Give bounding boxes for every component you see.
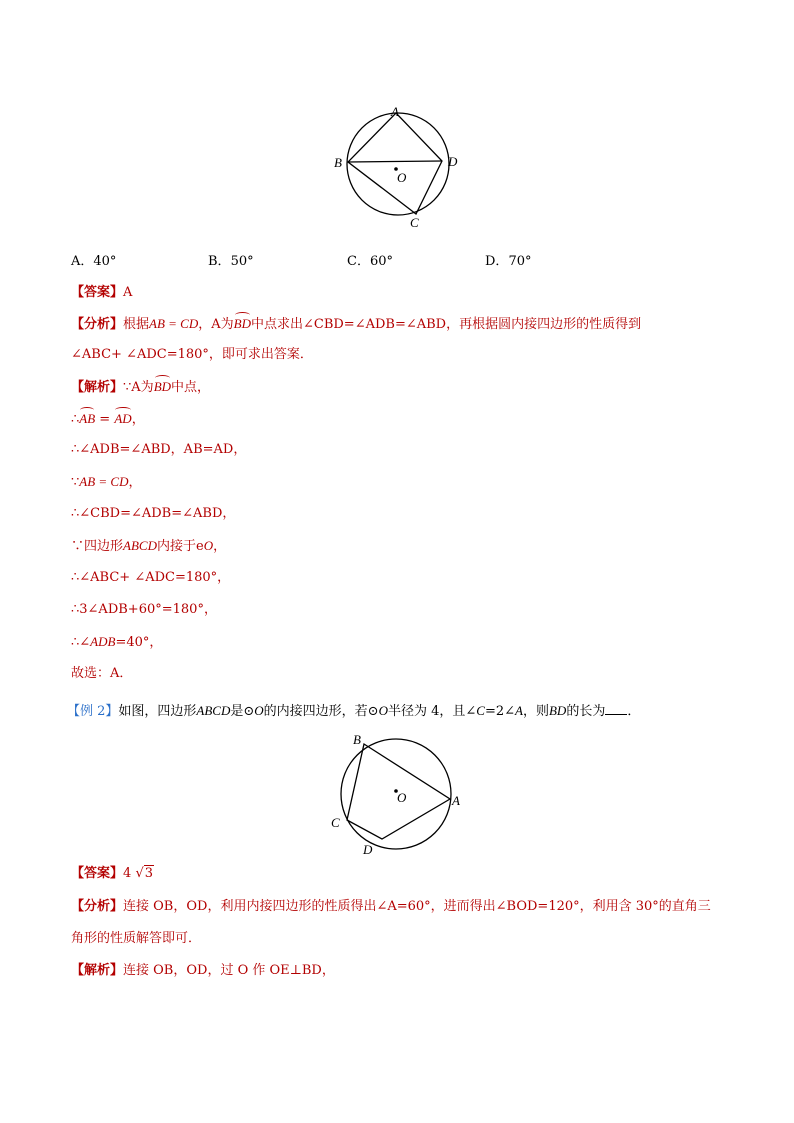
fig1-label-d: D bbox=[448, 154, 458, 169]
ex1-solution-line6: ∵四边形ABCD内接于eO， bbox=[71, 538, 227, 554]
ex1-solution-line4: ∵AB = CD， bbox=[71, 474, 142, 490]
fig2-label-d: D bbox=[363, 842, 373, 857]
ex2-answer: 【答案】4 √3 bbox=[71, 866, 154, 881]
ex1-analysis-line1: 【分析】根据AB = CD，A为BD中点求出∠CBD=∠ADB=∠ABD，再根据圆内接四边形的性质得到 bbox=[71, 316, 642, 332]
figure-1-circle-diagram bbox=[330, 100, 470, 235]
choice-b: B．50° bbox=[208, 254, 254, 269]
fig1-label-c: C bbox=[410, 215, 419, 230]
answer-blank bbox=[605, 702, 627, 715]
fig2-label-c: C bbox=[331, 815, 340, 830]
figure-2-svg bbox=[326, 728, 466, 860]
choice-d: D．70° bbox=[485, 254, 532, 269]
ex1-solution-line8: ∴3∠ADB+60°=180°， bbox=[71, 602, 217, 617]
choice-a: A．40° bbox=[71, 254, 117, 269]
ex1-solution-line5: ∴∠CBD=∠ADB=∠ABD， bbox=[71, 506, 236, 521]
ex2-analysis-line1: 【分析】连接 OB，OD，利用内接四边形的性质得出∠A=60°，进而得出∠BOD=120°，利用含 30°的直角三 bbox=[71, 899, 711, 914]
fig1-diagonal-bd bbox=[348, 161, 442, 162]
ex1-solution-line10: 故选：A． bbox=[71, 666, 133, 681]
ex2-tag: 【例 2】 bbox=[67, 704, 119, 719]
figure-2-circle-diagram bbox=[326, 728, 466, 860]
ex1-solution-line9: ∴∠ADB=40°， bbox=[71, 634, 163, 650]
figure-1-svg bbox=[330, 100, 470, 235]
ex1-solution-line1: 【解析】∵A为BD中点， bbox=[71, 379, 211, 395]
fig1-label-b: B bbox=[334, 155, 342, 170]
sqrt-symbol: √3 bbox=[135, 866, 154, 881]
fig2-label-b: B bbox=[353, 732, 361, 747]
fig2-label-a: A bbox=[452, 793, 460, 808]
fig2-circle bbox=[341, 739, 451, 849]
ex1-solution-line2: ∴AB = AD， bbox=[71, 411, 145, 427]
fig2-label-o: O bbox=[397, 790, 407, 805]
ex1-solution-line7: ∴∠ABC+ ∠ADC=180°， bbox=[71, 570, 231, 585]
ex2-solution-line1: 【解析】连接 OB，OD，过 O 作 OE⊥BD， bbox=[71, 963, 335, 978]
ex2-question: 【例 2】如图，四边形ABCD是⊙O的内接四边形，若⊙O半径为 4，且∠C=2∠A，则BD的长为 ． bbox=[67, 703, 641, 719]
fig1-label-a: A bbox=[391, 104, 399, 119]
choice-c: C．60° bbox=[347, 254, 393, 269]
ex1-analysis-line2: ∠ABC+ ∠ADC=180°，即可求出答案． bbox=[71, 347, 313, 362]
ex1-answer: 【答案】A bbox=[71, 285, 133, 300]
ex2-analysis-line2: 角形的性质解答即可． bbox=[71, 931, 202, 946]
answer-choices bbox=[71, 250, 671, 268]
ex1-solution-line3: ∴∠ADB=∠ABD，AB=AD， bbox=[71, 442, 247, 457]
fig1-label-o: O bbox=[397, 170, 407, 185]
